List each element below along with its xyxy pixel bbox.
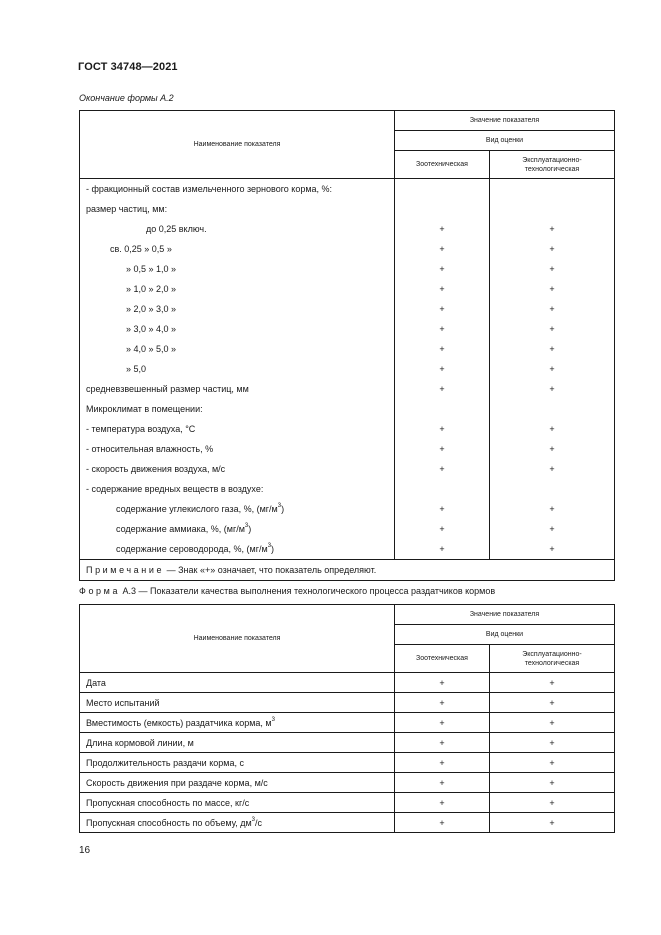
- page-number: 16: [79, 845, 91, 856]
- note-text: — Знак «+» означает, что показатель определяют.: [164, 565, 377, 575]
- table-row: [80, 753, 615, 773]
- row-label-text: » 2,0 » 3,0 »: [126, 304, 177, 314]
- cell-operational: +: [490, 239, 615, 259]
- cell-operational: +: [490, 279, 615, 299]
- note-prefix: Примечание: [86, 565, 165, 575]
- row-label-text: Место испытаний: [86, 697, 160, 708]
- cell-operational: +: [490, 379, 615, 399]
- row-label-text: - относительная влажность, %: [86, 444, 214, 454]
- cell-zootechnical: +: [395, 519, 490, 539]
- table-row: [80, 693, 615, 713]
- table-row: [80, 299, 615, 319]
- cell-zootechnical: +: [395, 713, 490, 733]
- cell-operational: +: [490, 793, 615, 813]
- row-label-text: » 4,0 » 5,0 »: [126, 344, 177, 354]
- cell-zootechnical: [395, 479, 490, 499]
- table-row: [80, 519, 615, 539]
- cell-zootechnical: +: [395, 279, 490, 299]
- table-row: [80, 359, 615, 379]
- cell-operational: +: [490, 459, 615, 479]
- header-assessment: Вид оценки: [395, 131, 615, 151]
- table-row: [80, 673, 615, 693]
- table-row: [80, 539, 615, 560]
- table-row: [80, 813, 615, 833]
- table-row: [80, 199, 615, 219]
- cell-operational: +: [490, 539, 615, 560]
- row-label-text: Продолжительность раздачи корма, с: [86, 757, 244, 768]
- header-zootechnical: Зоотехническая: [395, 645, 490, 673]
- cell-zootechnical: +: [395, 419, 490, 439]
- cell-zootechnical: +: [395, 693, 490, 713]
- table-row: [80, 379, 615, 399]
- row-label-text: Пропускная способность по массе, кг/с: [86, 797, 250, 808]
- cell-operational: +: [490, 733, 615, 753]
- row-label-text: » 1,0 » 2,0 »: [126, 284, 177, 294]
- row-label-text: » 5,0: [126, 364, 147, 374]
- row-label-superscript: 3: [244, 523, 249, 529]
- row-label: [80, 693, 395, 713]
- row-label-suffix: ): [271, 544, 275, 554]
- row-label-superscript: 3: [271, 716, 275, 723]
- row-label-text: св. 0,25 » 0,5 »: [110, 244, 172, 254]
- table-row: [80, 339, 615, 359]
- cell-operational: +: [490, 419, 615, 439]
- row-label: [80, 479, 395, 499]
- row-label: [80, 299, 395, 319]
- cell-zootechnical: +: [395, 673, 490, 693]
- header-operational-line2: технологическая: [524, 165, 580, 173]
- row-label-text: содержание аммиака, %, (мг/м: [116, 524, 245, 534]
- header-value-column: Значение показателя: [395, 605, 615, 625]
- cell-operational: +: [490, 319, 615, 339]
- cell-operational: +: [490, 359, 615, 379]
- row-label-text: Микроклимат в помещении:: [86, 404, 203, 414]
- row-label: [80, 733, 395, 753]
- table-form-a3: [79, 604, 615, 833]
- cell-zootechnical: +: [395, 499, 490, 519]
- row-label: [80, 713, 395, 733]
- cell-operational: +: [490, 299, 615, 319]
- row-label: [80, 813, 395, 833]
- row-label: [80, 379, 395, 399]
- row-label: [80, 259, 395, 279]
- table-row: [80, 219, 615, 239]
- form-a3-text: А.3 — Показатели качества выполнения технологического процесса раздатчиков кормов: [120, 586, 496, 596]
- cell-zootechnical: +: [395, 539, 490, 560]
- row-label-text: - фракционный состав измельченного зернового корма, %:: [86, 184, 333, 194]
- row-label: [80, 753, 395, 773]
- table-form-a2: [79, 110, 615, 581]
- row-label-text: - содержание вредных веществ в воздухе:: [86, 484, 264, 494]
- row-label: [80, 439, 395, 459]
- header-operational-line1: Эксплуатационно-: [522, 156, 582, 164]
- table-row: [80, 713, 615, 733]
- cell-zootechnical: [395, 179, 490, 200]
- form-a3-title: [79, 586, 495, 596]
- cell-operational: +: [490, 259, 615, 279]
- header-zootechnical: Зоотехническая: [395, 151, 490, 179]
- row-label-text: содержание углекислого газа, %, (мг/м: [116, 504, 278, 514]
- header-name-column: Наименование показателя: [80, 111, 395, 179]
- row-label-text: Дата: [86, 677, 106, 688]
- row-label: [80, 419, 395, 439]
- cell-operational: +: [490, 773, 615, 793]
- row-label-suffix: ): [281, 504, 285, 514]
- cell-zootechnical: +: [395, 753, 490, 773]
- cell-operational: +: [490, 439, 615, 459]
- cell-operational: +: [490, 693, 615, 713]
- header-operational: [490, 151, 615, 179]
- row-label: [80, 199, 395, 219]
- cell-operational: +: [490, 339, 615, 359]
- row-label-text: - температура воздуха, °С: [86, 424, 196, 434]
- table-row: [80, 439, 615, 459]
- row-label: [80, 793, 395, 813]
- row-label-superscript: 3: [277, 503, 282, 509]
- table-row: [80, 479, 615, 499]
- document-header: ГОСТ 34748—2021: [78, 61, 178, 73]
- row-label: [80, 319, 395, 339]
- cell-zootechnical: +: [395, 339, 490, 359]
- table-row: [80, 279, 615, 299]
- row-label: [80, 459, 395, 479]
- row-label-text: до 0,25 включ.: [146, 224, 207, 234]
- table-body: [80, 673, 615, 833]
- table-row: [80, 773, 615, 793]
- cell-zootechnical: [395, 199, 490, 219]
- table-row: [80, 793, 615, 813]
- table-row: [80, 499, 615, 519]
- table-row: [80, 179, 615, 200]
- cell-zootechnical: +: [395, 439, 490, 459]
- cell-zootechnical: +: [395, 319, 490, 339]
- row-label: [80, 499, 395, 519]
- continuation-label: Окончание формы А.2: [79, 93, 174, 103]
- header-operational-line2: технологическая: [524, 659, 580, 667]
- header-operational: [490, 645, 615, 673]
- row-label-text: средневзвешенный размер частиц, мм: [86, 384, 249, 394]
- row-label-text: » 3,0 » 4,0 »: [126, 324, 177, 334]
- row-label: [80, 673, 395, 693]
- cell-operational: [490, 199, 615, 219]
- table-row: [80, 733, 615, 753]
- cell-zootechnical: [395, 399, 490, 419]
- row-label-text: » 0,5 » 1,0 »: [126, 264, 177, 274]
- cell-operational: [490, 479, 615, 499]
- table-row: [80, 459, 615, 479]
- cell-zootechnical: +: [395, 379, 490, 399]
- cell-zootechnical: +: [395, 773, 490, 793]
- row-label: [80, 399, 395, 419]
- row-label: [80, 339, 395, 359]
- row-label: [80, 519, 395, 539]
- header-value-column: Значение показателя: [395, 111, 615, 131]
- row-label-text: Длина кормовой линии, м: [86, 737, 194, 748]
- cell-zootechnical: +: [395, 259, 490, 279]
- cell-zootechnical: +: [395, 459, 490, 479]
- table-body: [80, 179, 615, 560]
- table-row: [80, 239, 615, 259]
- cell-zootechnical: +: [395, 299, 490, 319]
- cell-operational: +: [490, 713, 615, 733]
- table-row: [80, 259, 615, 279]
- row-label: [80, 239, 395, 259]
- form-a3-prefix: Форма: [79, 586, 121, 596]
- table-row: [80, 399, 615, 419]
- cell-operational: +: [490, 499, 615, 519]
- header-assessment: Вид оценки: [395, 625, 615, 645]
- cell-operational: +: [490, 813, 615, 833]
- row-label-suffix: /с: [255, 817, 263, 828]
- header-name-column: Наименование показателя: [80, 605, 395, 673]
- row-label-text: Скорость движения при раздаче корма, м/с: [86, 777, 268, 788]
- row-label-superscript: 3: [267, 543, 272, 549]
- cell-operational: [490, 179, 615, 200]
- cell-zootechnical: +: [395, 733, 490, 753]
- cell-operational: +: [490, 219, 615, 239]
- row-label: [80, 773, 395, 793]
- cell-zootechnical: +: [395, 219, 490, 239]
- table-row: [80, 419, 615, 439]
- row-label: [80, 219, 395, 239]
- table-note: [80, 560, 615, 581]
- cell-operational: +: [490, 519, 615, 539]
- row-label: [80, 279, 395, 299]
- cell-zootechnical: +: [395, 793, 490, 813]
- cell-zootechnical: +: [395, 813, 490, 833]
- row-label-text: содержание сероводорода, %, (мг/м: [116, 544, 268, 554]
- cell-operational: +: [490, 753, 615, 773]
- row-label: [80, 539, 395, 560]
- cell-zootechnical: +: [395, 359, 490, 379]
- table-row: [80, 319, 615, 339]
- row-label-text: - скорость движения воздуха, м/с: [86, 464, 226, 474]
- cell-operational: +: [490, 673, 615, 693]
- row-label: [80, 179, 395, 200]
- cell-operational: [490, 399, 615, 419]
- cell-zootechnical: +: [395, 239, 490, 259]
- header-operational-line1: Эксплуатационно-: [522, 650, 582, 658]
- row-label-text: размер частиц, мм:: [86, 204, 168, 214]
- row-label-suffix: ): [248, 524, 252, 534]
- row-label: [80, 359, 395, 379]
- row-label-superscript: 3: [251, 816, 256, 823]
- row-label-text: Вместимость (емкость) раздатчика корма, м: [86, 717, 272, 728]
- row-label-text: Пропускная способность по объему, дм: [86, 817, 252, 828]
